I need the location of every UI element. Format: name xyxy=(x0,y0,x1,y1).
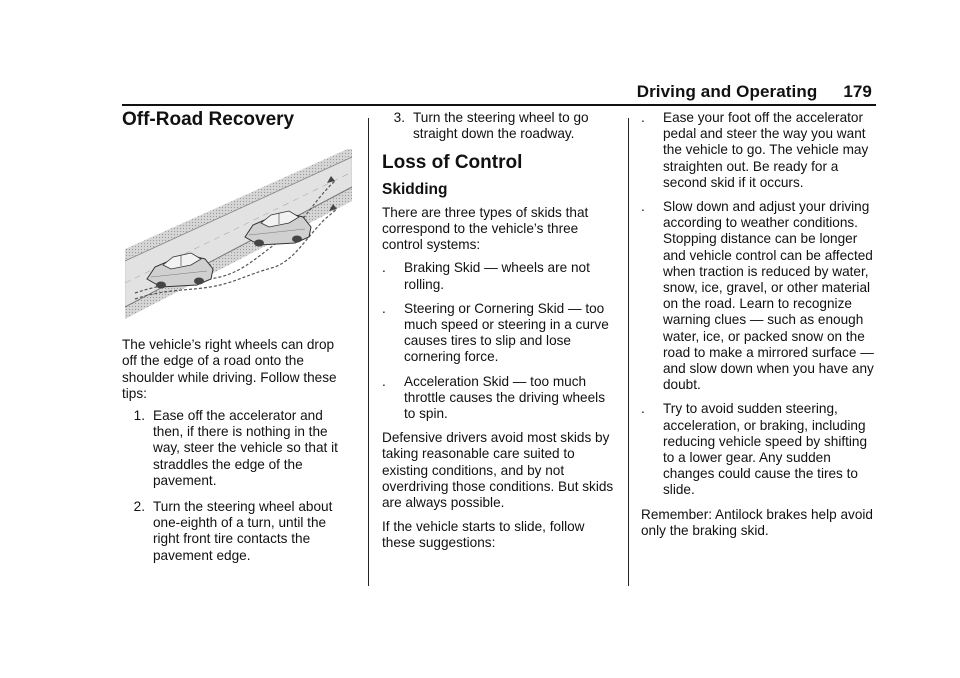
bullet-icon: . xyxy=(641,401,645,417)
page-number: 179 xyxy=(843,82,872,101)
remember-note: Remember: Antilock brakes help avoid only the braking skid. xyxy=(641,506,873,538)
loss-of-control-heading: Loss of Control xyxy=(382,152,523,174)
bullet-text: Ease your foot off the accelerator pedal and steer the way you want the vehicle to go. The vehicle may straighten out. Be ready for a second skid if it occurs. xyxy=(663,110,869,190)
list-item xyxy=(122,408,352,489)
step-number: 2. xyxy=(133,499,145,515)
step-number: 1. xyxy=(133,408,145,424)
column-3 xyxy=(641,110,876,539)
off-road-recovery-heading: Off-Road Recovery xyxy=(122,109,295,130)
list-item xyxy=(641,401,876,498)
defensive-paragraph: Defensive drivers avoid most skids by taking reasonable care suited to existing conditions, and by not overdriving those conditions. But skids are always possible. xyxy=(382,430,614,511)
column-1 xyxy=(122,110,352,564)
bullet-icon: . xyxy=(641,110,645,125)
bullet-icon: . xyxy=(382,373,386,389)
bullet-text: Steering or Cornering Skid — too much speed or steering in a curve causes tires to slip and lose cornering force. xyxy=(404,300,609,365)
skidding-heading: Skidding xyxy=(382,180,448,198)
slide-paragraph: If the vehicle starts to slide, follow these suggestions: xyxy=(382,519,585,551)
column-divider-2 xyxy=(628,118,629,586)
bullet-icon: . xyxy=(641,199,645,215)
list-item xyxy=(382,374,614,423)
list-item xyxy=(382,301,614,366)
list-item xyxy=(382,260,614,292)
section-title: Driving and Operating xyxy=(636,82,818,101)
bullet-text: Slow down and adjust your driving according to weather conditions. Stopping distance can be longer and vehicle control can be affected when traction is reduced by water, snow, ice, gravel, or other material on the road. Learn to recognize warning clues — such as enough water, ice, or packed snow on the road to make a mirrored surface — and slow down when you have any doubt. xyxy=(663,199,874,393)
bullet-text: Acceleration Skid — too much throttle causes the driving wheels to spin. xyxy=(404,373,605,422)
list-item xyxy=(641,199,876,393)
bullet-icon: . xyxy=(382,300,386,316)
off-road-intro: The vehicle’s right wheels can drop off the edge of a road onto the shoulder while driving. Follow these tips: xyxy=(122,337,337,401)
list-item xyxy=(382,110,614,142)
skidding-intro: There are three types of skids that correspond to the vehicle’s three control systems: xyxy=(382,204,589,253)
list-item xyxy=(641,110,876,191)
step-text: Turn the steering wheel to go straight down the roadway. xyxy=(413,110,589,142)
step-number: 3. xyxy=(393,110,405,125)
bullet-icon: . xyxy=(382,260,386,276)
bullet-text: Braking Skid — wheels are not rolling. xyxy=(404,260,590,292)
bullet-text: Try to avoid sudden steering, acceleration, or braking, including reducing vehicle speed by shifting to a lower gear. Any sudden changes could cause the tires to slide. xyxy=(663,401,868,498)
vehicle-off-road-recovery-illustration xyxy=(125,149,352,319)
step-text: Ease off the accelerator and then, if there is nothing in the way, steer the vehicle so that it straddles the edge of the pavement. xyxy=(153,408,338,488)
running-header xyxy=(637,82,872,102)
step-text: Turn the steering wheel about one-eighth of a turn, until the right front tire contacts the pavement edge. xyxy=(153,499,333,563)
column-2 xyxy=(382,110,614,552)
column-divider-1 xyxy=(368,118,369,586)
header-rule xyxy=(122,104,876,106)
list-item xyxy=(122,499,352,564)
